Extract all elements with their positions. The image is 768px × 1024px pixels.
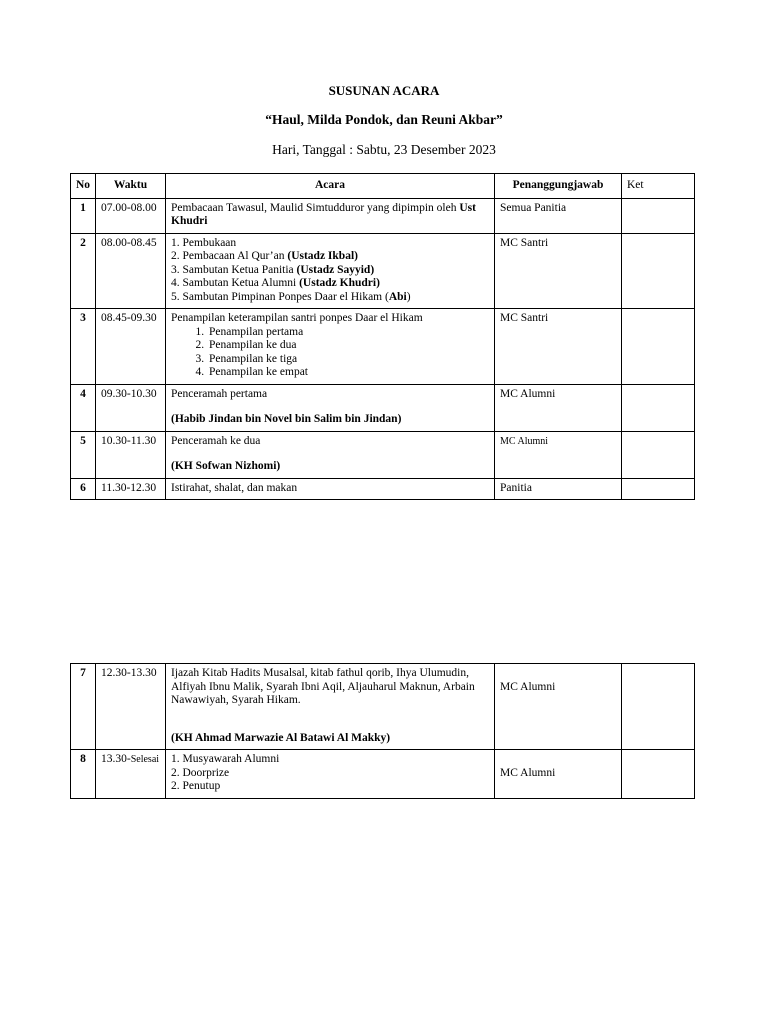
performance-list bbox=[171, 326, 489, 380]
date-line: Hari, Tanggal : Sabtu, 23 Desember 2023 bbox=[272, 142, 496, 157]
table-row bbox=[71, 431, 695, 478]
row-pj: Semua Panitia bbox=[495, 198, 622, 233]
row-waktu: 08.00-08.45 bbox=[96, 233, 166, 309]
waktu-start: 13.30- bbox=[101, 753, 131, 765]
list-item: 1. Penampilan pertama bbox=[207, 326, 489, 340]
event-subtitle: “Haul, Milda Pondok, dan Reuni Akbar” bbox=[265, 112, 503, 127]
list-item: 4. Penampilan ke empat bbox=[207, 366, 489, 380]
col-header-penanggungjawab: Penanggungjawab bbox=[495, 174, 622, 199]
row-waktu: 11.30-12.30 bbox=[96, 478, 166, 500]
acara-text: Ijazah Kitab Hadits Musalsal, kitab fathul qorib, Ihya Ulumudin, Alfiyah Ibnu Malik, Syarah Ibni Aqil, Aljauharul Maknun, Arbain Nawawiyah, Syarah Hikam. bbox=[171, 667, 475, 706]
row-no: 1 bbox=[71, 198, 96, 233]
row-acara bbox=[166, 198, 495, 233]
acara-person: Ust Khudri bbox=[171, 201, 476, 227]
col-header-ket: Ket bbox=[622, 174, 695, 199]
acara-text: Penceramah ke dua bbox=[171, 434, 261, 447]
row-waktu bbox=[96, 750, 166, 799]
col-header-waktu: Waktu bbox=[96, 174, 166, 199]
row-acara bbox=[166, 233, 495, 309]
acara-person: (KH Sofwan Nizhomi) bbox=[171, 460, 281, 472]
table-row bbox=[71, 750, 695, 799]
row-pj: MC Alumni bbox=[495, 431, 622, 478]
table-row bbox=[71, 233, 695, 309]
table-row bbox=[71, 664, 695, 750]
row-ket bbox=[622, 198, 695, 233]
row-waktu: 07.00-08.00 bbox=[96, 198, 166, 233]
row-pj: MC Santri bbox=[495, 309, 622, 385]
col-header-acara: Acara bbox=[166, 174, 495, 199]
row-ket bbox=[622, 233, 695, 309]
acara-text: Penampilan keterampilan santri ponpes Daar el Hikam bbox=[171, 312, 423, 324]
row-no: 5 bbox=[71, 431, 96, 478]
waktu-end: Selesai bbox=[130, 754, 160, 765]
row-waktu: 08.45-09.30 bbox=[96, 309, 166, 385]
table-row bbox=[71, 309, 695, 385]
row-pj: MC Alumni bbox=[495, 384, 622, 431]
row-no: 6 bbox=[71, 478, 96, 500]
row-ket bbox=[622, 750, 695, 799]
page-title: SUSUNAN ACARA bbox=[328, 83, 440, 98]
spacer bbox=[171, 708, 489, 732]
row-ket bbox=[622, 664, 695, 750]
row-acara bbox=[166, 431, 495, 478]
agenda-table-part1 bbox=[70, 173, 695, 500]
spacer bbox=[171, 401, 489, 413]
acara-text: Penceramah pertama bbox=[171, 387, 268, 400]
acara-item: 2. Doorprize bbox=[171, 766, 230, 779]
list-item: 3. Penampilan ke tiga bbox=[207, 353, 489, 367]
row-no: 7 bbox=[71, 664, 96, 750]
acara-item: 2. Pembacaan Al Qur’an (Ustadz Ikbal) bbox=[171, 250, 358, 262]
table-row bbox=[71, 198, 695, 233]
row-acara bbox=[166, 309, 495, 385]
row-no: 8 bbox=[71, 750, 96, 799]
acara-item: 1. Musyawarah Alumni bbox=[171, 753, 280, 765]
row-acara: Istirahat, shalat, dan makan bbox=[166, 478, 495, 500]
row-waktu: 10.30-11.30 bbox=[96, 431, 166, 478]
row-acara bbox=[166, 384, 495, 431]
row-waktu: 12.30-13.30 bbox=[96, 664, 166, 750]
row-acara bbox=[166, 664, 495, 750]
row-pj: MC Alumni bbox=[495, 750, 622, 799]
agenda-table-part2 bbox=[70, 663, 695, 799]
row-pj: MC Alumni bbox=[495, 664, 622, 750]
table-header-row bbox=[71, 174, 695, 199]
row-pj: MC Santri bbox=[495, 233, 622, 309]
acara-item: 2. Penutup bbox=[171, 780, 221, 792]
acara-item: 3. Sambutan Ketua Panitia (Ustadz Sayyid) bbox=[171, 263, 375, 276]
row-ket bbox=[622, 431, 695, 478]
spacer bbox=[171, 448, 489, 460]
row-pj: Panitia bbox=[495, 478, 622, 500]
row-acara bbox=[166, 750, 495, 799]
row-waktu: 09.30-10.30 bbox=[96, 384, 166, 431]
row-ket bbox=[622, 384, 695, 431]
acara-item: 1. Pembukaan bbox=[171, 236, 237, 249]
row-no: 2 bbox=[71, 233, 96, 309]
table-row bbox=[71, 384, 695, 431]
row-no: 4 bbox=[71, 384, 96, 431]
col-header-no: No bbox=[71, 174, 96, 199]
acara-item: 5. Sambutan Pimpinan Ponpes Daar el Hikam (Abi) bbox=[171, 290, 411, 303]
acara-person: (Habib Jindan bin Novel bin Salim bin Jindan) bbox=[171, 413, 402, 425]
list-item: 2. Penampilan ke dua bbox=[207, 339, 489, 353]
table-row bbox=[71, 478, 695, 500]
row-ket bbox=[622, 478, 695, 500]
row-no: 3 bbox=[71, 309, 96, 385]
row-ket bbox=[622, 309, 695, 385]
acara-person: (KH Ahmad Marwazie Al Batawi Al Makky) bbox=[171, 731, 391, 744]
acara-item: 4. Sambutan Ketua Alumni (Ustadz Khudri) bbox=[171, 277, 380, 289]
acara-text: Pembacaan Tawasul, Maulid Simtudduror yang dipimpin oleh bbox=[171, 201, 460, 214]
